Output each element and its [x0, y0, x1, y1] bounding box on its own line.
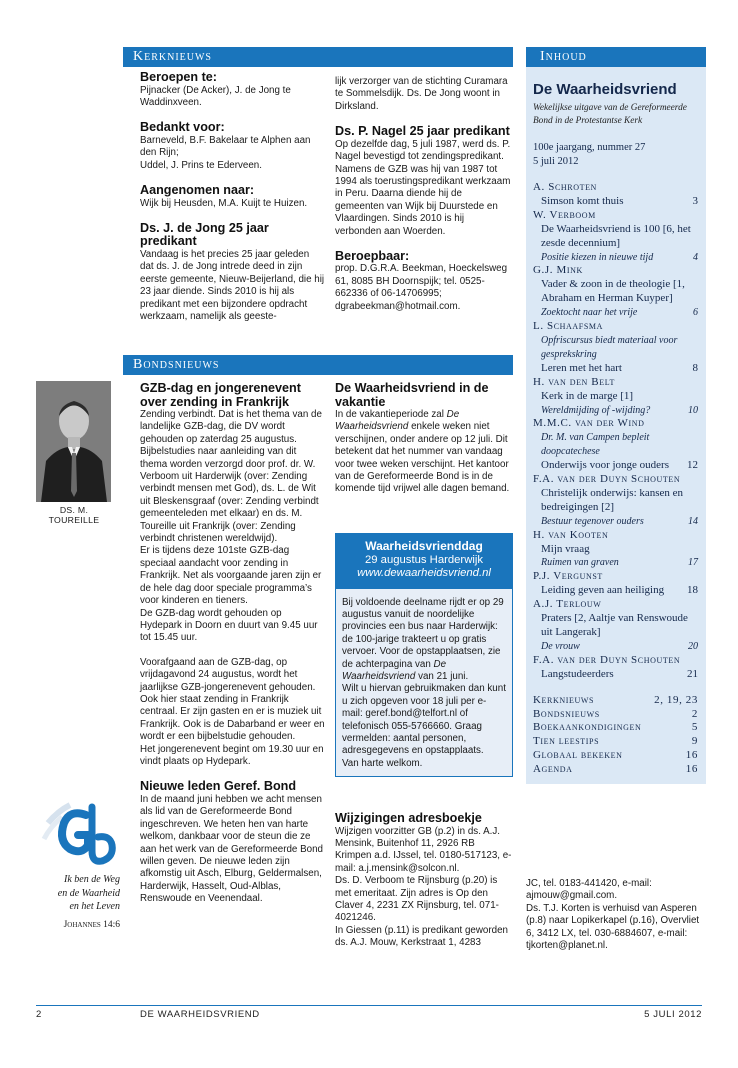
issue-info	[533, 141, 698, 169]
paragraph	[335, 409, 513, 496]
toc-item-page	[694, 543, 698, 557]
toc-item-page: 21	[687, 667, 698, 680]
toc-item[interactable]	[533, 251, 698, 265]
toc-item-title: De Waarheidsvriend is 100 [6, het zesde decennium]	[541, 222, 691, 249]
paragraph: Zending verbindt. Dat is het thema van de landelijke GZB-dag, die DV wordt gehouden op zaterdag 25 augustus. Bijbelstudies naar aanleiding van dit thema worden verzorgd door prof. dr. W. Verboom uit Harderwijk (over: Zending verbindt mensen met God), ds. L. de Wit uit Bleskensgraaf (over: Zending verbindt gemeenteleden met elkaar) en ds. M. Toureille uit Frankrijk (over: Zending verbindt christenen wereldwijd).	[140, 409, 322, 545]
logo-motto	[36, 873, 120, 932]
toc-item-page: 18	[687, 584, 698, 597]
index-item-page: 9	[691, 735, 698, 748]
toc-item-page	[694, 223, 698, 251]
toc-item-title: Ruimen van graven	[541, 557, 619, 569]
text: enkele weken niet verschijnen, onder andere op 12 juli. Dit betekent dat het nummer van vandaag voor twee weken verschijnt. Het kantoor van de Gereformeerde Bond is in de komende tijd vrijwel alle dagen bemand.	[335, 421, 510, 495]
toc-item-title: Dr. M. van Campen bepleit doopcatechese	[541, 432, 650, 458]
toc-item-page: 12	[687, 459, 698, 472]
gb-logo	[40, 793, 120, 873]
toc-item[interactable]	[533, 390, 698, 404]
toc-item-page: 6	[693, 307, 698, 319]
paragraph: Wijzigen voorzitter GB (p.2) in ds. A.J. Mensink, Buitenhof 11, 2926 RB Krimpen a.d. IJssel, tel. 0180-517123, e-mail: a.j.mensink@solcon.nl.	[335, 825, 512, 874]
section-title: Kerknieuws	[133, 49, 212, 64]
footer-rule	[36, 1005, 702, 1006]
issue-date: 5 juli 2012	[533, 156, 579, 167]
toc-item[interactable]	[533, 612, 698, 640]
heading: Wijzigingen adresboekje	[335, 811, 482, 825]
toc-item[interactable]	[533, 334, 698, 362]
toc-author: G.J. Mink	[533, 264, 583, 277]
toc-item-page: 3	[692, 194, 698, 207]
event-date: 29 augustus Harderwijk	[364, 553, 484, 566]
toc-item-page: 20	[688, 640, 698, 652]
paragraph: Op dezelfde dag, 5 juli 1987, werd ds. P. Nagel bevestigd tot zendingspredikant. Namens de GZB was hij van 1987 tot 1994 als toerustingspredikant werkzaam in Peru. Daarna diende hij de gemeenten van Wijk bij Duurstede en Vlaardingen. Sinds 2010 is hij verbonden aan Woerden.	[335, 138, 511, 237]
event-title: Waarheidsvrienddag	[365, 539, 483, 553]
kerknieuws-column-1	[140, 71, 325, 323]
paragraph	[342, 597, 506, 684]
toc-item-title: Leiding geven aan heiliging	[541, 584, 665, 597]
event-box-header	[336, 534, 512, 589]
toc-author: A.J. Terlouw	[533, 598, 602, 611]
text: In de vakantieperiode zal	[335, 409, 447, 420]
toc-item-page	[694, 431, 698, 459]
toc-item-title: Mijn vraag	[541, 542, 590, 555]
heading: Beroepbaar:	[335, 248, 410, 263]
photo-caption: DS. M. TOUREILLE	[48, 505, 100, 525]
toc-item[interactable]	[533, 459, 698, 473]
toc-author: P.J. Vergunst	[533, 570, 603, 583]
toc-item[interactable]	[533, 487, 698, 515]
text: Bij voldoende deelname rijdt er op 29 augustus vanuit de noordelijke provincies een bus naar Harderwijk: de 100-jarige trakteert u op gratis vervoer. Voor de opstapplaatsen, zie de achterpagina van	[342, 596, 504, 670]
index-item-title: Boekaankondigingen	[533, 721, 642, 734]
adresboekje-column	[335, 812, 513, 950]
toc-item[interactable]	[533, 223, 698, 251]
toc-item-title: De vrouw	[541, 640, 580, 652]
issue-number: 100e jaargang, nummer 27	[533, 142, 646, 153]
toc-item-page: 17	[688, 557, 698, 569]
text: van 21 juni.	[415, 670, 469, 682]
heading: Ds. P. Nagel 25 jaar predikant	[335, 124, 510, 139]
paragraph: Er is tijdens deze 101ste GZB-dag speciaal aandacht voor zending in Frankrijk. Net als voorgaande jaren zijn er de hele dag door speciale programma’s voor kinderen en tieners.	[140, 545, 322, 607]
heading: GZB-dag en jongerenevent over zending in Frankrijk	[140, 381, 301, 409]
section-bar-bondsnieuws	[123, 355, 513, 375]
toc-item[interactable]	[533, 362, 698, 376]
toc-item[interactable]	[533, 278, 698, 306]
index-item-page: 2, 19, 23	[654, 693, 698, 706]
index-item-page: 2	[691, 707, 698, 720]
toc-author: F.A. van der Duyn Schouten	[533, 653, 681, 666]
text-italic: De Waarheidsvriend	[342, 658, 447, 682]
paragraph: Van harte welkom.	[342, 757, 423, 769]
index-item[interactable]	[533, 694, 698, 708]
paragraph: Pijnacker (De Acker), J. de Jong te Waddinxveen.	[140, 84, 291, 108]
toc-item-title: Zoektocht naar het vrije	[541, 307, 638, 319]
paragraph: Ds. D. Verboom te Rijnsburg (p.20) is met emeritaat. Zijn adres is Op den Claver 4, 2231 ZX Rijnsburg, tel. 071-4021246.	[335, 875, 499, 924]
toc-item-page	[694, 334, 698, 362]
toc-item[interactable]	[533, 543, 698, 557]
paragraph: Vandaag is het precies 25 jaar geleden dat ds. J. de Jong intrede deed in zijn eerste gemeente, Nieuw-Beijerland, die hij 23 jaar diende. Sinds 2010 is hij als predikant met een bijzondere opdracht werkzaam, namelijk als geeste-	[140, 248, 325, 322]
toc-item[interactable]	[533, 668, 698, 682]
toc-item-title: Positie kiezen in nieuwe tijd	[541, 251, 654, 263]
index-item-title: Agenda	[533, 763, 573, 776]
portrait-photo	[36, 381, 111, 502]
index-item[interactable]	[533, 735, 698, 749]
magazine-title: De Waarheidsvriend	[533, 81, 677, 98]
toc-item[interactable]	[533, 515, 698, 529]
section-index	[533, 694, 698, 777]
footer-title: DE WAARHEIDSVRIEND	[140, 1009, 260, 1020]
paragraph: Wijk bij Heusden, M.A. Kuijt te Huizen.	[140, 197, 308, 209]
paragraph: JC, tel. 0183-441420, e-mail: ajmouw@gmail.com.	[526, 878, 652, 902]
bondsnieuws-column-2	[335, 382, 513, 496]
toc-item-page	[694, 390, 698, 404]
toc-author: A. Schroten	[533, 181, 597, 193]
index-item-title: Kerknieuws	[533, 693, 595, 706]
event-box-body	[336, 589, 512, 777]
index-item[interactable]	[533, 721, 698, 735]
index-item[interactable]	[533, 749, 698, 763]
paragraph: De GZB-dag wordt gehouden op Hydepark in Doorn en duurt van 9.45 uur tot 15.45 uur.	[140, 607, 318, 644]
index-item-page: 16	[685, 749, 698, 762]
footer-date: 5 JULI 2012	[644, 1009, 702, 1020]
toc-item-title: Wereldmijding of -wijding?	[541, 404, 651, 416]
index-item[interactable]	[533, 763, 698, 777]
heading: De Waarheidsvriend in de vakantie	[335, 381, 489, 409]
paragraph: Ds. T.J. Korten is verhuisd van Asperen (p.8) naar Lopikerkapel (p.16), Overvliet 6, 3412 LX, tel. 030-6884607, e-mail: tjkorten@planet.nl.	[526, 902, 700, 952]
toc-author: H. van Kooten	[533, 528, 609, 541]
toc-item-page	[694, 612, 698, 640]
motto-line: Ik ben de Weg	[64, 874, 120, 885]
toc-item-page	[694, 487, 698, 515]
bondsnieuws-column-1	[140, 382, 325, 906]
toc-item-page: 8	[692, 361, 698, 374]
paragraph: Het jongerenevent begint om 19.30 uur en vindt plaats op Hydepark.	[140, 743, 324, 767]
paragraph: prop. D.G.R.A. Beekman, Hoeckelsweg 61, 8085 BH Doornspijk; tel. 0525-662336 of 06-14706995; dgrabeekman@hotmail.com.	[335, 263, 508, 312]
toc-item[interactable]	[533, 431, 698, 459]
section-title: Bondsnieuws	[133, 357, 220, 372]
heading: Ds. J. de Jong 25 jaar predikant	[140, 220, 269, 249]
paragraph: Wilt u hiervan gebruikmaken dan kunt u zich opgeven voor 18 juli per e-mail: geref.bond@telfort.nl of telefonisch 055-5766660. Graag vermelden: aantal personen, adresgegevens en opstapplaats.	[342, 683, 506, 757]
section-bar-inhoud	[526, 47, 706, 67]
heading: Beroepen te:	[140, 70, 217, 84]
inhoud-panel	[526, 67, 706, 784]
toc-item[interactable]	[533, 556, 698, 570]
toc-item-title: Leren met het hart	[541, 361, 622, 374]
section-bar-kerknieuws	[123, 47, 513, 67]
paragraph: In Giessen (p.11) is predikant geworden ds. A.J. Mouw, Kerkstraat 1, 4283	[335, 924, 508, 949]
paragraph: Voorafgaand aan de GZB-dag, op vrijdagavond 24 augustus, wordt het jaarlijkse GZB-jongerenevent gehouden. Ook hier staat zending in Frankrijk centraal. Er zijn gasten en er is muziek uit Frankrijk. Ook is de Dabarband er weer en wordt er een bijbelstudie gehouden.	[140, 656, 325, 743]
paragraph: In de maand juni hebben we acht mensen als lid van de Gereformeerde Bond ingeschreven. We heten hen van harte welkom, dankbaar voor de steun die ze aan het werk van de Gereformeerde Bond willen geven. De nieuwe leden zijn afkomstig uit Asch, Elburg, Geldermalsen, Harderwijk, Hasselt, Oud-Alblas, Renswoude en Veenendaal.	[140, 793, 323, 905]
motto-reference: Johannes 14:6	[63, 919, 120, 930]
heading: Bedankt voor:	[140, 120, 225, 135]
toc-item[interactable]	[533, 640, 698, 654]
toc-author: F.A. van der Duyn Schouten	[533, 473, 681, 486]
address-note	[526, 878, 706, 952]
toc-item[interactable]	[533, 404, 698, 418]
toc-item-page: 14	[688, 515, 698, 527]
toc-item[interactable]	[533, 195, 698, 209]
toc-item-page: 10	[688, 404, 698, 416]
toc-item-title: Christelijk onderwijs: kansen en bedreigingen [2]	[541, 486, 684, 513]
page-number: 2	[36, 1009, 42, 1020]
paragraph: Uddel, J. Prins te Ederveen.	[140, 159, 262, 171]
toc-item-title: Bestuur tegenover ouders	[541, 515, 644, 527]
section-title: Inhoud	[540, 49, 587, 64]
table-of-contents	[533, 181, 698, 682]
toc-item-title: Langstudeerders	[541, 667, 614, 680]
index-item-page: 5	[691, 721, 698, 734]
heading: Nieuwe leden Geref. Bond	[140, 779, 297, 794]
heading: Aangenomen naar:	[140, 183, 255, 198]
text-italic: De Waarheidsvriend	[335, 409, 460, 433]
toc-item[interactable]	[533, 584, 698, 598]
toc-item-title: Opfriscursus biedt materiaal voor gesprekskring	[541, 334, 678, 360]
toc-item-title: Kerk in de marge [1]	[541, 389, 634, 402]
toc-item-page: 4	[693, 251, 698, 263]
index-item-title: Bondsnieuws	[533, 707, 600, 720]
paragraph: Barneveld, B.F. Bakelaar te Alphen aan den Rijn;	[140, 134, 311, 159]
motto-line: en het Leven	[69, 901, 120, 912]
toc-author: M.M.C. van der Wind	[533, 417, 645, 430]
motto-line: en de Waarheid	[57, 887, 120, 899]
magazine-subtitle: Wekelijkse uitgave van de Gereformeerde Bond in de Protestantse Kerk	[533, 103, 687, 126]
toc-item-page	[694, 278, 698, 306]
index-item-page: 16	[685, 763, 698, 776]
index-item[interactable]	[533, 708, 698, 722]
paragraph: lijk verzorger van de stichting Curamara te Sommelsdijk. Ds. De Jong woont in Dirksland.	[335, 76, 508, 112]
portrait-illustration	[36, 381, 111, 502]
event-box	[335, 533, 513, 777]
index-item-title: Tien leestips	[533, 735, 600, 748]
toc-item-title: Onderwijs voor jonge ouders	[541, 459, 670, 472]
toc-author: H. van den Belt	[533, 375, 615, 388]
kerknieuws-column-2	[335, 76, 513, 313]
toc-item-title: Praters [2, Aaltje van Renswoude uit Langerak]	[541, 612, 688, 638]
index-item-title: Globaal bekeken	[533, 749, 623, 762]
toc-item[interactable]	[533, 306, 698, 320]
toc-author: W. Verboom	[533, 208, 596, 221]
toc-item-title: Simson komt thuis	[541, 194, 624, 207]
toc-author: L. Schaafsma	[533, 320, 603, 333]
gb-logo-icon	[40, 793, 120, 873]
event-url[interactable]: www.dewaarheidsvriend.nl	[357, 567, 491, 579]
toc-item-title: Vader & zoon in de theologie [1, Abraham en Herman Kuyper]	[541, 278, 685, 305]
